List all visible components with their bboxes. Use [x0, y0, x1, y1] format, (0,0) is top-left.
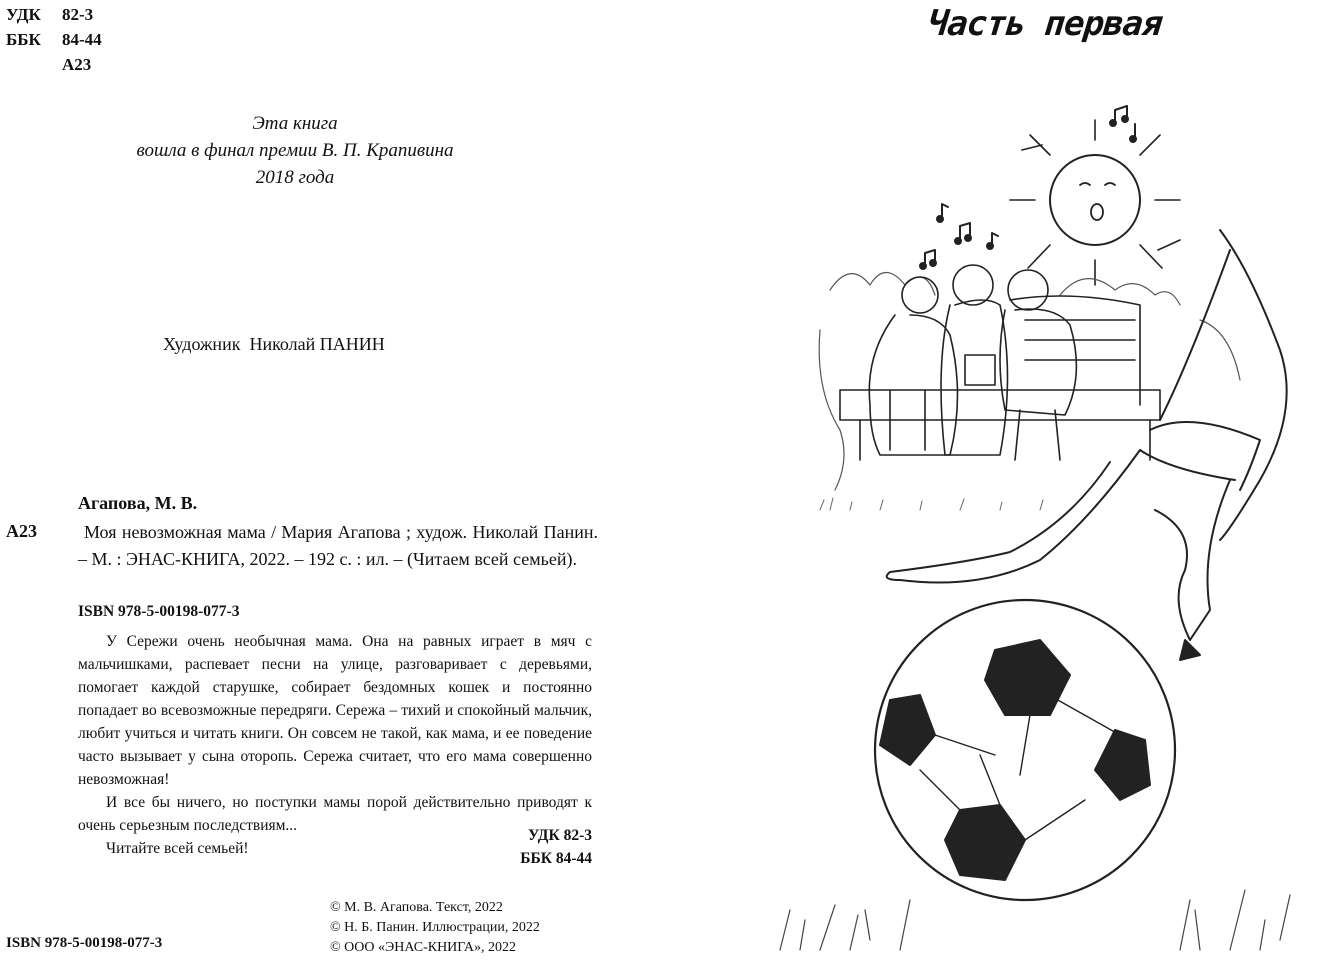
- part-title: Часть первая: [925, 4, 1164, 44]
- award-line: Эта книга: [252, 113, 338, 134]
- park-background: [819, 273, 1240, 491]
- grass-icon: [820, 498, 1043, 510]
- udk-code: УДК 82-3: [6, 5, 94, 24]
- isbn-bottom: ISBN 978-5-00198-077-3: [6, 935, 163, 951]
- annotation-paragraph: У Сережи очень необычная мама. Она на равных играет в мяч с мальчишками, распевает песни на улице, разговаривает с деревьями, помогает каждой старушке, собирает бездомных кошек и постоянно попадает во всевозможные передряги. Сережа – тихий и спокойный мальчик, любит учиться и читать книги. Он совсем не такой, как мама, и ее поведение часто вызывает у сына оторопь. Сережа считает, что его мама совершенно невозможная!: [78, 633, 592, 788]
- copyright-line: © Н. Б. Панин. Иллюстрации, 2022: [330, 920, 540, 935]
- award-line: вошла в финал премии В. П. Крапивина: [136, 140, 454, 161]
- bbk-line: ББК 84-44: [520, 850, 592, 867]
- copyright-block: [330, 898, 540, 958]
- bbk-code: ББК 84-44: [6, 30, 102, 49]
- singing-sun-icon: [1010, 120, 1180, 285]
- copyright-line: © ООО «ЭНАС-КНИГА», 2022: [330, 940, 516, 955]
- classification-codes: [6, 2, 102, 77]
- soccer-ball-icon: [875, 600, 1175, 900]
- isbn-line: ISBN 978-5-00198-077-3: [78, 603, 240, 620]
- pencil-illustration: [760, 90, 1320, 960]
- annotation-paragraph: И все бы ничего, но поступки мамы порой действительно приводят к очень серьезным последствиям...: [78, 794, 592, 834]
- copyright-line: © М. В. Агапова. Текст, 2022: [330, 900, 503, 915]
- author-mark: А23: [62, 55, 92, 74]
- cutter-code: А23: [6, 521, 37, 541]
- award-note: [90, 110, 500, 191]
- author-heading: Агапова, М. В.: [78, 493, 198, 513]
- high-heel-shoe-icon: [887, 230, 1287, 660]
- udk-line: УДК 82-3: [528, 827, 592, 844]
- annotation-paragraph: Читайте всей семьей!: [106, 840, 249, 857]
- bibliographic-description: Моя невозможная мама / Мария Агапова ; худож. Николай Панин. – М. : ЭНАС-КНИГА, 2022. – 192 с. : ил. – (Читаем всей семьей).: [78, 522, 598, 569]
- illustrator-credit: Художник Николай ПАНИН: [163, 334, 385, 354]
- bottom-classification: [380, 824, 592, 870]
- award-line: 2018 года: [255, 167, 335, 188]
- old-ladies-illustration: [869, 265, 1076, 460]
